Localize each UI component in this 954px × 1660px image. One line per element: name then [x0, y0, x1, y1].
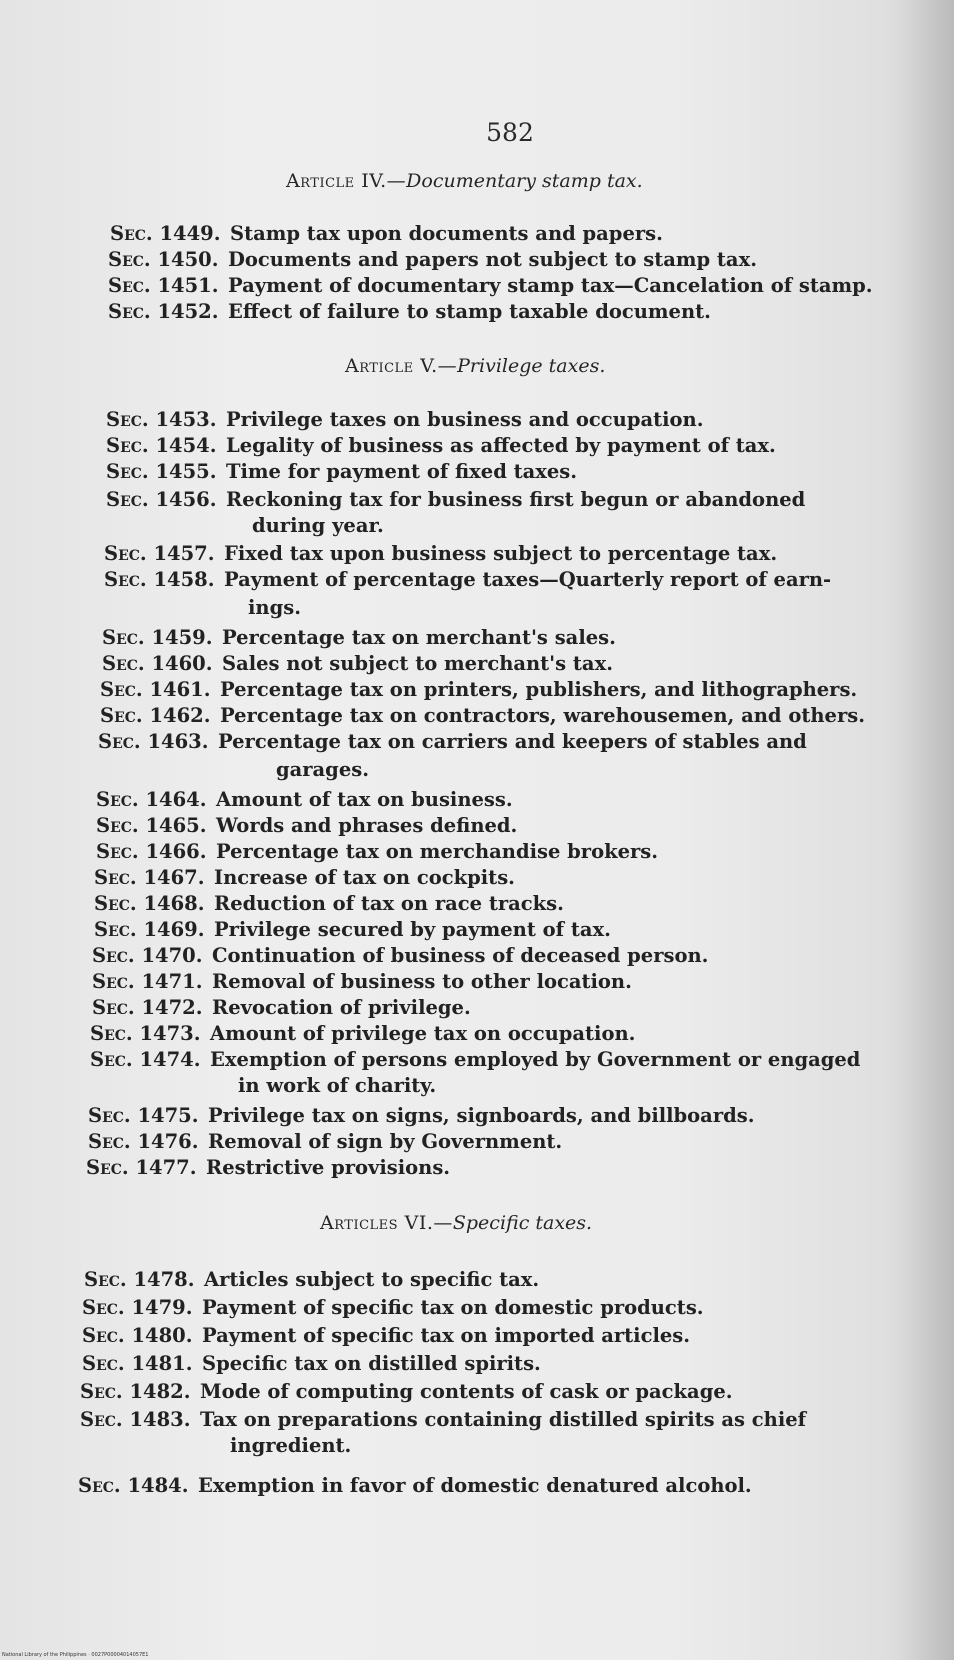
section-title: Legality of business as affected by payment of tax.: [226, 434, 776, 457]
section-number: Sec. 1457.: [104, 542, 215, 565]
section-number: Sec. 1452.: [108, 300, 219, 323]
section-number: Sec. 1466.: [96, 840, 207, 863]
section-title: Amount of tax on business.: [216, 788, 513, 811]
section-title: Removal of sign by Government.: [208, 1130, 563, 1153]
section-title: Privilege secured by payment of tax.: [214, 918, 611, 941]
section-entry: [110, 222, 663, 246]
section-title: Percentage tax on contractors, warehousemen, and others.: [220, 704, 865, 727]
article-label: Article V.—: [345, 355, 458, 377]
section-title: Removal of business to other location.: [212, 970, 632, 993]
section-entry: [80, 1380, 733, 1404]
section-title-continuation: ings.: [248, 596, 301, 619]
section-number: Sec. 1463.: [98, 730, 209, 753]
section-title: Increase of tax on cockpits.: [214, 866, 515, 889]
section-title: Sales not subject to merchant's tax.: [222, 652, 613, 675]
section-number: Sec. 1454.: [106, 434, 217, 457]
section-number: Sec. 1477.: [86, 1156, 197, 1179]
section-entry: [106, 434, 776, 458]
section-title: Tax on preparations containing distilled spirits as chief: [200, 1408, 807, 1431]
section-entry: [96, 814, 517, 838]
section-number: Sec. 1461.: [100, 678, 211, 701]
section-entry: [96, 840, 658, 864]
section-title: Payment of percentage taxes—Quarterly report of earn-: [224, 568, 832, 591]
section-entry: [80, 1408, 806, 1432]
section-title: Mode of computing contents of cask or package.: [200, 1380, 733, 1403]
section-entry: [82, 1352, 541, 1376]
section-number: Sec. 1475.: [88, 1104, 199, 1127]
section-number: Sec. 1478.: [84, 1268, 195, 1291]
section-number: Sec. 1479.: [82, 1296, 193, 1319]
section-number: Sec. 1469.: [94, 918, 205, 941]
article-title: Documentary stamp tax.: [406, 170, 643, 192]
section-entry: [104, 568, 831, 592]
section-title: Continuation of business of deceased person.: [212, 944, 709, 967]
section-title: Stamp tax upon documents and papers.: [230, 222, 663, 245]
section-entry: [94, 866, 515, 890]
section-number: Sec. 1481.: [82, 1352, 193, 1375]
section-number: Sec. 1450.: [108, 248, 219, 271]
section-title: Exemption in favor of domestic denatured alcohol.: [198, 1474, 752, 1497]
section-entry: [108, 300, 711, 324]
section-number: Sec. 1472.: [92, 996, 203, 1019]
section-number: Sec. 1483.: [80, 1408, 191, 1431]
section-number: Sec. 1449.: [110, 222, 221, 245]
section-number: Sec. 1451.: [108, 274, 219, 297]
section-title: Payment of specific tax on imported articles.: [202, 1324, 691, 1347]
section-title: Time for payment of fixed taxes.: [226, 460, 578, 483]
section-title: Percentage tax on printers, publishers, and lithographers.: [220, 678, 858, 701]
section-entry: [100, 704, 865, 728]
section-number: Sec. 1453.: [106, 408, 217, 431]
page-number: 582: [486, 118, 534, 147]
section-title-continuation: ingredient.: [230, 1434, 352, 1457]
section-number: Sec. 1474.: [90, 1048, 201, 1071]
section-entry: [92, 944, 708, 968]
section-number: Sec. 1470.: [92, 944, 203, 967]
section-title: Effect of failure to stamp taxable document.: [228, 300, 711, 323]
article-label: Article IV.—: [286, 170, 407, 192]
section-entry: [98, 730, 807, 754]
section-entry: [88, 1104, 755, 1128]
article-heading: [320, 1212, 592, 1234]
article-heading: [345, 355, 605, 377]
section-number: Sec. 1476.: [88, 1130, 199, 1153]
section-number: Sec. 1464.: [96, 788, 207, 811]
section-title: Reckoning tax for business first begun or abandoned: [226, 488, 806, 511]
article-label: Articles VI.—: [320, 1212, 453, 1234]
section-title: Fixed tax upon business subject to percentage tax.: [224, 542, 778, 565]
section-entry: [104, 542, 777, 566]
section-entry: [106, 460, 577, 484]
section-title: Percentage tax on carriers and keepers of stables and: [218, 730, 807, 753]
section-number: Sec. 1456.: [106, 488, 217, 511]
section-title: Words and phrases defined.: [216, 814, 518, 837]
section-entry: [82, 1324, 690, 1348]
section-number: Sec. 1455.: [106, 460, 217, 483]
section-title: Privilege taxes on business and occupation.: [226, 408, 704, 431]
section-entry: [94, 892, 564, 916]
scan-footer: National Library of the Philippines · 0027P00004014057E1: [2, 1652, 149, 1658]
section-title-continuation: in work of charity.: [238, 1074, 437, 1097]
section-number: Sec. 1468.: [94, 892, 205, 915]
section-entry: [102, 626, 616, 650]
section-title: Amount of privilege tax on occupation.: [210, 1022, 636, 1045]
section-entry: [106, 488, 805, 512]
section-title: Documents and papers not subject to stamp tax.: [228, 248, 757, 271]
section-title: Articles subject to specific tax.: [204, 1268, 540, 1291]
section-number: Sec. 1462.: [100, 704, 211, 727]
section-entry: [84, 1268, 539, 1292]
section-title: Exemption of persons employed by Government or engaged: [210, 1048, 861, 1071]
section-title: Payment of specific tax on domestic products.: [202, 1296, 704, 1319]
section-entry: [106, 408, 704, 432]
section-number: Sec. 1484.: [78, 1474, 189, 1497]
section-entry: [90, 1048, 860, 1072]
section-number: Sec. 1458.: [104, 568, 215, 591]
section-title: Specific tax on distilled spirits.: [202, 1352, 541, 1375]
section-entry: [90, 1022, 635, 1046]
section-number: Sec. 1459.: [102, 626, 213, 649]
section-title: Percentage tax on merchant's sales.: [222, 626, 616, 649]
section-entry: [108, 274, 873, 298]
section-title: Reduction of tax on race tracks.: [214, 892, 564, 915]
section-number: Sec. 1480.: [82, 1324, 193, 1347]
section-number: Sec. 1471.: [92, 970, 203, 993]
section-title: Revocation of privilege.: [212, 996, 471, 1019]
section-number: Sec. 1460.: [102, 652, 213, 675]
section-entry: [100, 678, 857, 702]
section-entry: [108, 248, 757, 272]
section-title: Percentage tax on merchandise brokers.: [216, 840, 659, 863]
article-heading: [286, 170, 643, 192]
article-title: Privilege taxes.: [457, 355, 606, 377]
section-entry: [102, 652, 613, 676]
section-entry: [78, 1474, 752, 1498]
section-entry: [82, 1296, 704, 1320]
section-entry: [92, 970, 632, 994]
section-entry: [96, 788, 513, 812]
section-title-continuation: during year.: [252, 514, 384, 537]
section-title: Privilege tax on signs, signboards, and billboards.: [208, 1104, 755, 1127]
section-title: Payment of documentary stamp tax—Cancelation of stamp.: [228, 274, 873, 297]
section-title: Restrictive provisions.: [206, 1156, 451, 1179]
section-number: Sec. 1467.: [94, 866, 205, 889]
section-title-continuation: garages.: [276, 758, 369, 781]
section-entry: [94, 918, 611, 942]
section-entry: [92, 996, 471, 1020]
section-entry: [88, 1130, 562, 1154]
section-number: Sec. 1473.: [90, 1022, 201, 1045]
section-entry: [86, 1156, 450, 1180]
section-number: Sec. 1465.: [96, 814, 207, 837]
article-title: Specific taxes.: [452, 1212, 593, 1234]
section-number: Sec. 1482.: [80, 1380, 191, 1403]
